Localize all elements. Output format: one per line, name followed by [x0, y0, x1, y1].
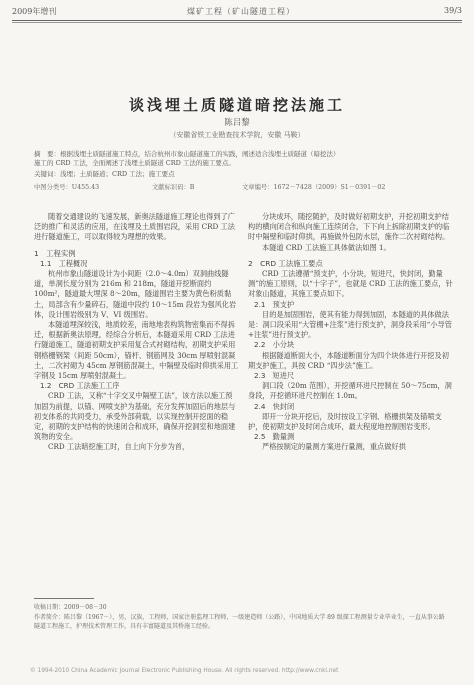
body-paragraph: 分块成环，随挖随护，及时做好初期支护，开挖初期支护结构的横向闭合和纵向施工连续闭合，下下向上拆除初期支护的临时中隔壁和临时仰拱，再施做外包防水层，施作二次衬砌结构。 — [248, 212, 450, 242]
received-date: 收稿日期：2009－08－30 — [34, 604, 107, 611]
journal-name: 煤矿工程（矿山隧道工程） — [187, 7, 295, 16]
subsection-heading: 2.2 小分块 — [254, 340, 295, 350]
subsection-heading: 1.1 工程概况 — [40, 258, 88, 268]
body-paragraph: CRD 工法暗挖施工时，自上向下分步为首， — [48, 442, 190, 452]
page-number: 39/3 — [444, 6, 462, 15]
classification-ids — [34, 182, 444, 192]
body-paragraph: 洞口段（20m 范围），开挖循环进尺控制在 50～75cm，洞身段，开挖循环进尺控制在 1.0m。 — [248, 381, 452, 401]
keywords: 关键词：浅埋；土质隧道；CRD 工法；施工要点 — [34, 170, 175, 178]
subsection-heading: 2.3 短进尺 — [254, 371, 295, 381]
body-paragraph: 本隧道埋深较浅，地质较差，南地地表构筑物密集而不得拆迁，根据新奥法原理，经综合分析后，本隧道采用 CRD 工法进行隧道施工，隧道初期支护采用复合式衬砌结构，初期支护采用钢格栅钢架（间距 50cm），锚杆、钢筋网及 30cm 厚喷射混凝土，二次衬砌为 45cm 厚钢筋混凝土，中隔壁及临时仰拱采用工字钢及 15cm 厚喷射混凝土。 — [34, 320, 239, 381]
copyright-footer: © 1994-2010 China Academic Journal Electronic Publishing House. All rights reserved. http://www.cnki.net — [30, 668, 339, 674]
author-affiliation: （安徽省铁工业勘查技术学院，安徽 马鞍） — [169, 131, 305, 139]
abstract-line-2: 施工的 CRD 工法，全面阐述了浅埋土质隧道 CRD 工法的施工要点。 — [34, 159, 235, 167]
body-paragraph: CRD 工法，又称“十字交叉中隔壁工法”，该方法以施工预加固为前提，以锚、网喷支护为基础，充分发挥加固后的地层与初支体系的共同受力，承受外部荷载，以实现控制开挖面的稳定，初期的支护结构的快速闭合和成环，确保开挖洞室和地面建筑物的安全。 — [34, 391, 236, 442]
body-paragraph: CRD 工法遵循“预支护，小分块，短进尺，快封闭，勤量测”的施工原则，以“十字子”，也就是 CRD 工法的施工要点，针对象山隧道，其施工要点如下。 — [248, 269, 453, 299]
footnote-rule — [34, 598, 94, 599]
subsection-heading: 2.4 快封闭 — [254, 401, 295, 411]
running-header — [12, 6, 462, 20]
article-title: 谈浅埋土质隧道暗挖法施工 — [128, 96, 345, 114]
body-paragraph: 严格按制定的量测方案进行量测，重点做好拱 — [262, 442, 406, 452]
article-author: 陈吕黎 — [224, 118, 250, 128]
body-paragraph: 目的是加固围岩，使其有能力得到加固，本隧道的具体做法是：洞口段采用“大管棚+注浆”进行预支护，洞身段采用“小导管+注浆”进行预支护。 — [248, 309, 452, 340]
subsection-heading: 1.2 CRD 工法施工工序 — [40, 381, 120, 391]
left-column — [34, 212, 239, 453]
section-heading: 1 工程实例 — [34, 248, 76, 258]
journal-issue: 2009年增刊 — [12, 7, 57, 16]
article-number: 文章编号：1672－7428（2009）S1－0391－02 — [242, 184, 386, 191]
body-paragraph: 即开一分块开挖后，及时按设工字钢、格栅拱架及锚喷支护，使初期支护及时闭合成环，最大程度地控制围岩变形。 — [248, 411, 442, 432]
abstract-line-1: 摘 要：根据浅埋土质隧道施工特点，结合杭州市象山隧道施工的实践，阐述适合浅埋土质隧道（暗挖法） — [34, 150, 340, 158]
document-code: 文献标识码：B — [152, 184, 195, 191]
subsection-heading: 2.5 勤量测 — [254, 432, 295, 442]
section-heading: 2 CRD 工法施工要点 — [248, 258, 323, 268]
body-paragraph: 本隧道 CRD 工法施工具体做法如图 1。 — [262, 242, 391, 252]
right-column — [248, 212, 453, 453]
clc-number: 中图分类号：U455.43 — [34, 184, 100, 191]
body-paragraph: 根据隧道断面大小，本隧道断面分为四个块体进行开挖及初期支护施工，具按 CRD “四步法”施工。 — [248, 350, 449, 370]
header-rule — [12, 20, 462, 23]
body-paragraph: 杭州市象山隧道设计为小间距（2.0～4.0m）双洞曲线隧道，单洞长度分别为 216m 和 218m，隧道开挖断面约 100m²，隧道最大埋深 8～20m，隧道围岩主要为黄色粉质黏土，局部含有少量碎石，隧道中段约 10～15m 段岩为强风化岩体，设计围岩级别为 V、VI 级围岩。 — [34, 269, 237, 319]
author-bio: 作者简介：陈吕黎（1967－），男，汉族，工程师，国家注册监理工程师，一级建造师（公路），中国地质大学 89 级探工程测量专业毕业生，一直从事公路隧道工程施工，护理技术管理工作，具有丰富隧道及其桥施工经验。 — [34, 614, 445, 630]
subsection-heading: 2.1 预支护 — [254, 299, 295, 309]
body-paragraph: 随着交通建设的飞速发展，新奥法隧道施工理论也得到了广泛的推广和灵活的应用，在浅埋及土质围岩段，采用 CRD 工法进行隧道施工，可以取得较为理想的效果。 — [34, 212, 235, 242]
